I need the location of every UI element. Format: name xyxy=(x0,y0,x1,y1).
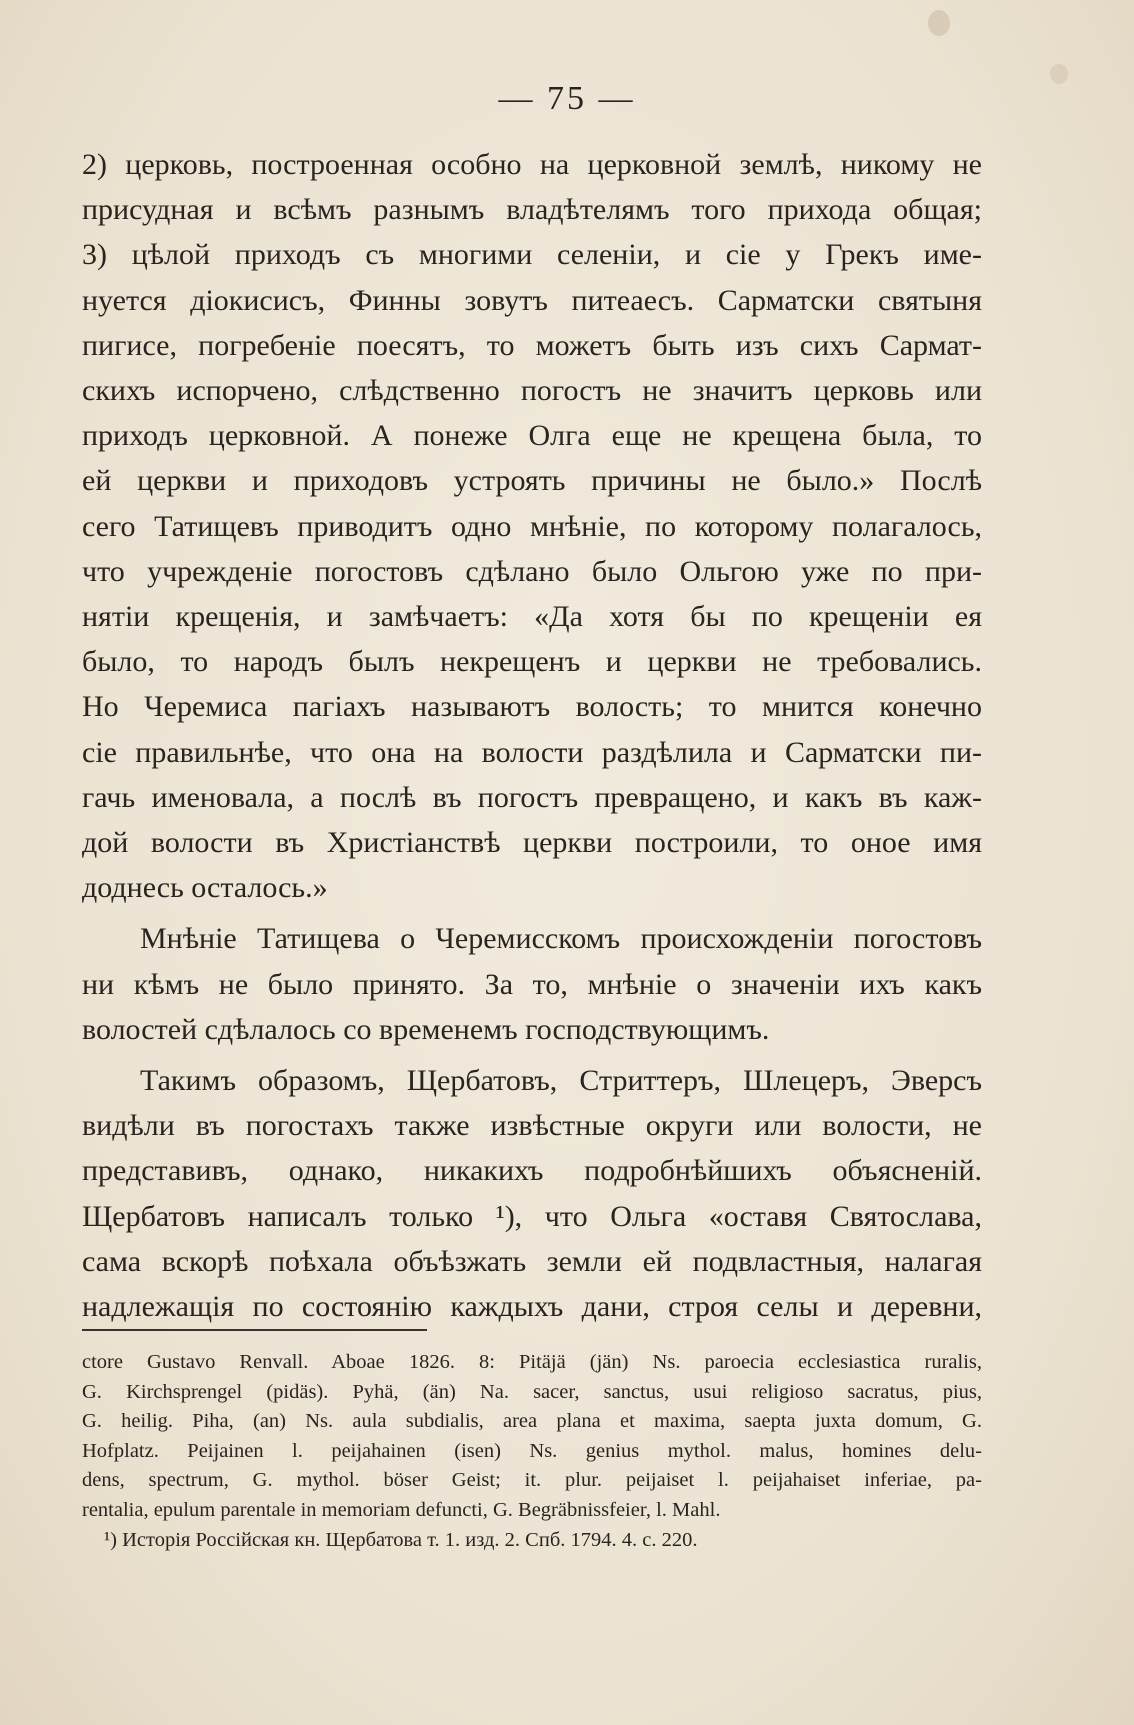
text-line: скихъ испорчено, слѣдственно погостъ не значитъ церковь или xyxy=(82,374,982,408)
text-line: было, то народъ былъ некрещенъ и церкви не требовались. xyxy=(82,645,982,679)
text-line: дой волости въ Христіанствѣ церкви построили, то оное имя xyxy=(82,826,982,860)
note-line: G. heilig. Piha, (an) Ns. aula subdialis, area plana et maxima, saepta juxta domum, G. xyxy=(82,1410,982,1433)
text-line: присудная и всѣмъ разнымъ владѣтелямъ того прихода общая; xyxy=(82,193,982,227)
footnote-divider xyxy=(82,1329,427,1331)
text-line: 3) цѣлой приходъ съ многими селеніи, и сіе у Грекъ име- xyxy=(82,238,982,272)
text-line: доднесь осталось.» xyxy=(82,871,328,905)
text-line: видѣли въ погостахъ также извѣстные округи или волости, не xyxy=(82,1109,982,1143)
paragraph-2 xyxy=(82,916,982,1052)
footnotes xyxy=(82,1348,982,1555)
text-line: нуется діокисисъ, Финны зовутъ питеаесъ. Сарматски святыня xyxy=(82,283,982,317)
text-line: что учрежденіе погостовъ сдѣлано было Ольгою уже по при- xyxy=(82,554,982,588)
text-line: гачь именовала, а послѣ въ погостъ превращено, и какъ въ каж- xyxy=(82,780,982,814)
text-line: Такимъ образомъ, Щербатовъ, Стриттеръ, Шлецеръ, Эверсъ xyxy=(140,1064,982,1098)
text-line: ей церкви и приходовъ устроять причины не было.» Послѣ xyxy=(82,464,982,498)
text-line: Мнѣніе Татищева о Черемисскомъ происхожденіи погостовъ xyxy=(140,922,982,956)
text-line: сіе правильнѣе, что она на волости раздѣлила и Сарматски пи- xyxy=(82,735,982,769)
main-text xyxy=(82,142,982,1329)
text-line: надлежащія по состоянію каждыхъ дани, строя селы и деревни, xyxy=(82,1290,982,1324)
page-number: — 75 — xyxy=(498,80,636,117)
note-line: dens, spectrum, G. mythol. böser Geist; it. plur. peijaiset l. peijahaiset inferiae, pa- xyxy=(82,1469,982,1492)
text-line: представивъ, однако, никакихъ подробнѣйшихъ объясненій. xyxy=(82,1154,982,1188)
text-line: Щербатовъ написалъ только ¹), что Ольга «оставя Святослава, xyxy=(82,1199,982,1233)
paper-stain xyxy=(928,10,950,36)
note-line: G. Kirchsprengel (pidäs). Pyhä, (än) Na. sacer, sanctus, usui religioso sacratus, pius, xyxy=(82,1380,982,1403)
text-line: 2) церковь, построенная особно на церковной землѣ, никому не xyxy=(82,148,982,181)
note-line: ctore Gustavo Renvall. Aboae 1826. 8: Pitäjä (jän) Ns. paroecia ecclesiastica ruralis, xyxy=(82,1351,982,1373)
note-line: rentalia, epulum parentale in memoriam defuncti, G. Begräbnissfeier, l. Mahl. xyxy=(82,1498,721,1521)
text-line: нятіи крещенія, и замѣчаетъ: «Да хотя бы по крещеніи ея xyxy=(82,600,982,634)
text-line: приходъ церковной. А понеже Олга еще не крещена была, то xyxy=(82,419,982,453)
text-line: Но Черемиса пагіахъ называютъ волость; то мнится конечно xyxy=(82,690,982,724)
text-line: сама вскорѣ поѣхала объѣзжать земли ей подвластныя, налагая xyxy=(82,1244,982,1278)
paragraph-1 xyxy=(82,142,982,910)
text-line: пигисе, погребеніе поесятъ, то можетъ быть изъ сихъ Сармат- xyxy=(82,328,982,362)
text-line: сего Татищевъ приводитъ одно мнѣніе, по которому полагалось, xyxy=(82,509,982,543)
footnote-1: ¹) Исторія Россійская кн. Щербатова т. 1. изд. 2. Спб. 1794. 4. с. 220. xyxy=(104,1528,698,1551)
text-line: ни кѣмъ не было принято. За то, мнѣніе о значеніи ихъ какъ xyxy=(82,967,982,1001)
text-line: волостей сдѣлалось со временемъ господствующимъ. xyxy=(82,1012,770,1046)
note-line: Hofplatz. Peijainen l. peijahainen (isen) Ns. genius mythol. malus, homines delu- xyxy=(82,1439,982,1462)
paragraph-3 xyxy=(82,1058,982,1329)
